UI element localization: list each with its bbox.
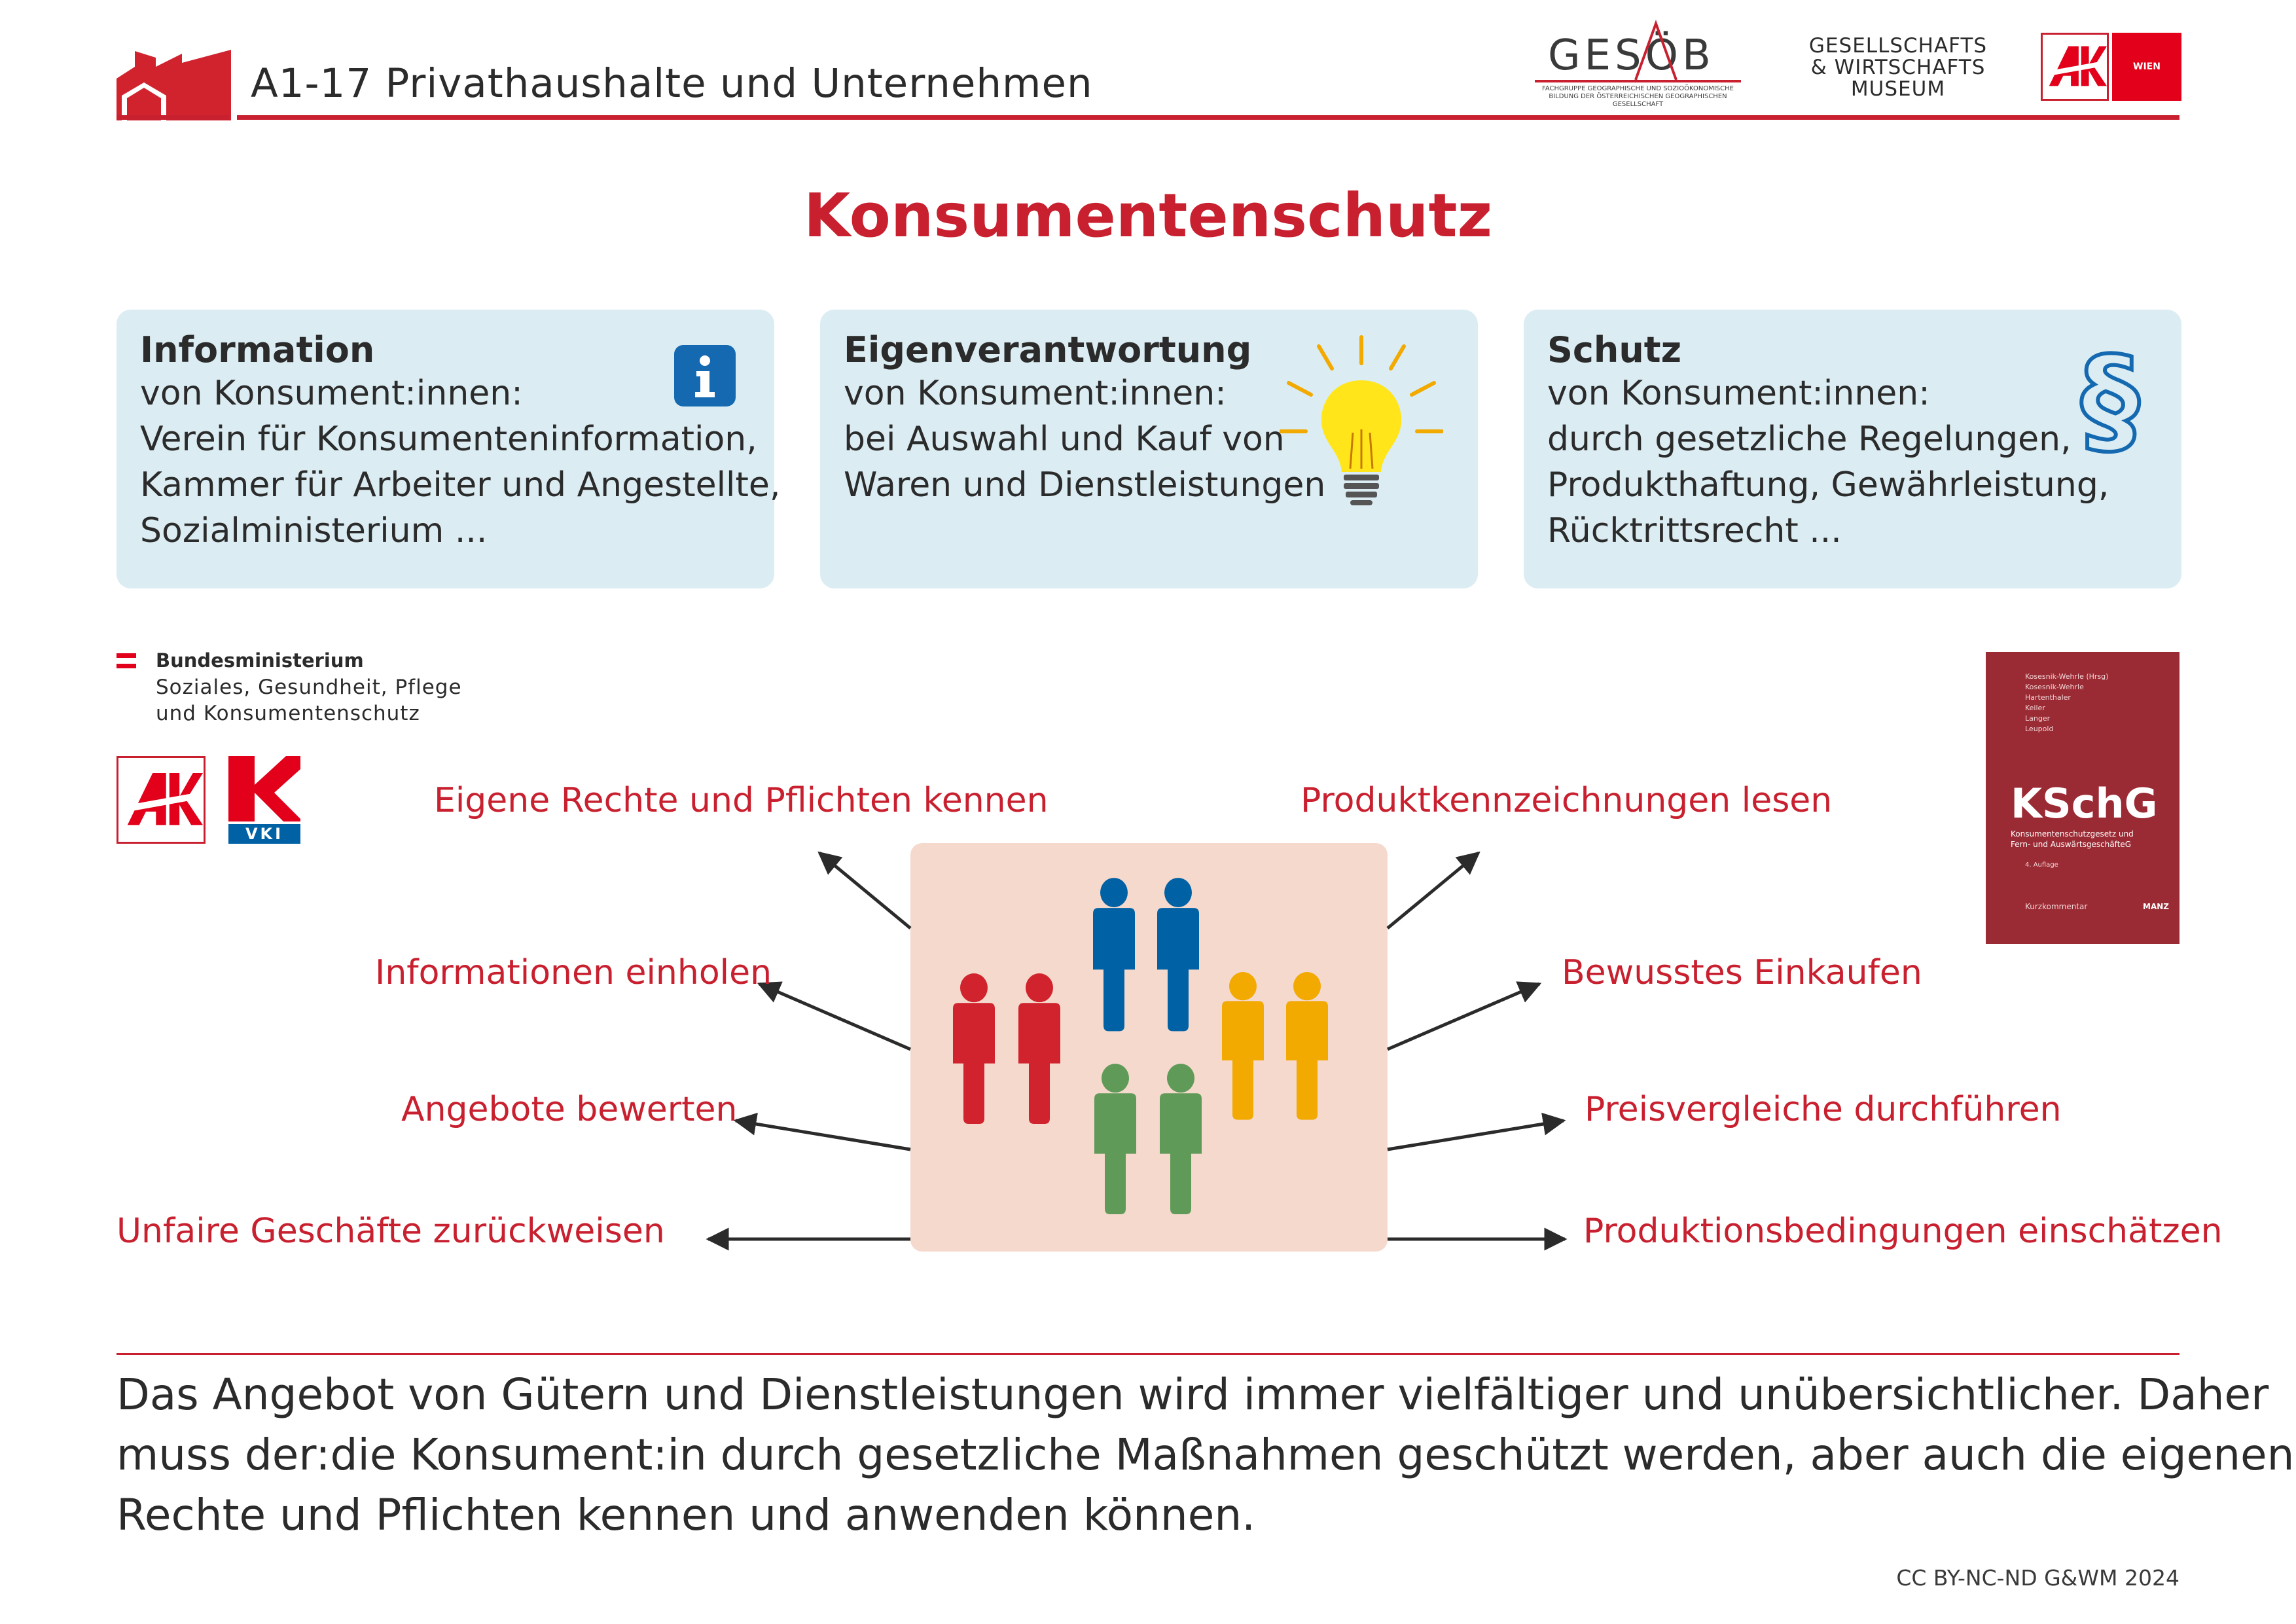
label-bewusstes-einkaufen: Bewusstes Einkaufen [1562,953,1922,992]
gesoeb-logo-text: GESÖB [1548,31,1715,80]
book-author: Hartenthaler [2025,693,2071,702]
box-text-line: Rücktrittsrecht ... [1547,511,1842,550]
box-text-line: von Konsument:innen: [844,374,1227,413]
ministry-name-line: und Konsumentenschutz [156,702,420,725]
vki-logo-text: VKI [245,825,284,843]
book-publisher: MANZ [2143,902,2169,911]
arrow-left [819,853,910,928]
arrow-left [759,984,910,1049]
box-text-line: von Konsument:innen: [140,374,523,413]
book-author: Keiler [2025,704,2045,712]
book-author: Kosesnik-Wehrle [2025,683,2084,691]
main-title: Konsumentenschutz [803,181,1493,251]
description-line: Rechte und Pflichten kennen und anwenden können. [117,1490,1256,1540]
label-produktionsbedingungen: Produktionsbedingungen einschätzen [1583,1212,2223,1251]
description-line: muss der:die Konsument:in durch gesetzliche Maßnahmen geschützt werden, aber auch die eigenen [117,1430,2295,1480]
museum-logo-line: MUSEUM [1850,77,1946,101]
arrow-right [1388,1121,1564,1149]
arrow-right [1388,984,1539,1049]
arrow-right [1388,853,1479,928]
box-text-line: Produkthaftung, Gewährleistung, [1547,465,2109,505]
arrow-left [736,1121,910,1149]
ministry-name: Bundesministerium [156,649,364,672]
book-author: Kosesnik-Wehrle (Hrsg) [2025,672,2109,681]
book-title: KSchG [2011,780,2158,827]
book-edition: 4. Auflage [2025,861,2058,869]
box-text-line: Verein für Konsumenteninformation, [140,420,757,459]
label-informationen: Informationen einholen [375,953,772,992]
label-rechte-pflichten: Eigene Rechte und Pflichten kennen [434,781,1049,820]
box-text-line: bei Auswahl und Kauf von [844,420,1285,459]
gesoeb-subtitle: FACHGRUPPE GEOGRAPHISCHE UND SOZIOÖKONOMISCHE BILDUNG DER ÖSTERREICHISCHEN GEOGRAPHISCHEN GESELLSCHAFT [1542,85,1734,108]
museum-logo-line: & WIRTSCHAFTS [1810,56,1986,79]
box-heading: Eigenverantwortung [844,329,1252,370]
ministry-name-line: Soziales, Gesundheit, Pflege [156,676,462,699]
book-series: Kurzkommentar [2025,902,2088,911]
book-subtitle-line: Konsumentenschutzgesetz und [2011,829,2134,839]
box-heading: Schutz [1547,329,1682,370]
wien-label: WIEN [2112,33,2181,101]
box-text-line: Kammer für Arbeiter und Angestellte, [140,465,781,505]
book-author: Leupold [2025,725,2054,733]
footer-rule [117,1353,2179,1355]
svg-text:§: § [2081,342,2140,460]
page-title: A1-17 Privathaushalte und Unternehmen [251,60,1093,107]
description-line: Das Angebot von Gütern und Dienstleistungen wird immer vielfältiger und unübersichtlicher. Daher [117,1369,2269,1420]
label-angebote: Angebote bewerten [401,1090,738,1129]
museum-logo-line: GESELLSCHAFTS [1808,34,1988,58]
box-text-line: Waren und Dienstleistungen [844,465,1326,505]
box-text-line: durch gesetzliche Regelungen, [1547,420,2072,459]
label-preisvergleiche: Preisvergleiche durchführen [1585,1090,2062,1129]
label-produktkennzeichnungen: Produktkennzeichnungen lesen [1300,781,1833,820]
book-subtitle-line: Fern- und AuswärtsgeschäfteG [2011,840,2132,849]
label-unfaire-geschaefte: Unfaire Geschäfte zurückweisen [117,1212,665,1251]
box-text-line: von Konsument:innen: [1547,374,1930,413]
book-author: Langer [2025,714,2051,723]
description [117,1365,2295,1545]
box-text-line: Sozialministerium ... [140,511,488,550]
box-heading: Information [140,329,375,370]
copyright-notice: CC BY-NC-ND G&WM 2024 [1896,1565,2179,1591]
